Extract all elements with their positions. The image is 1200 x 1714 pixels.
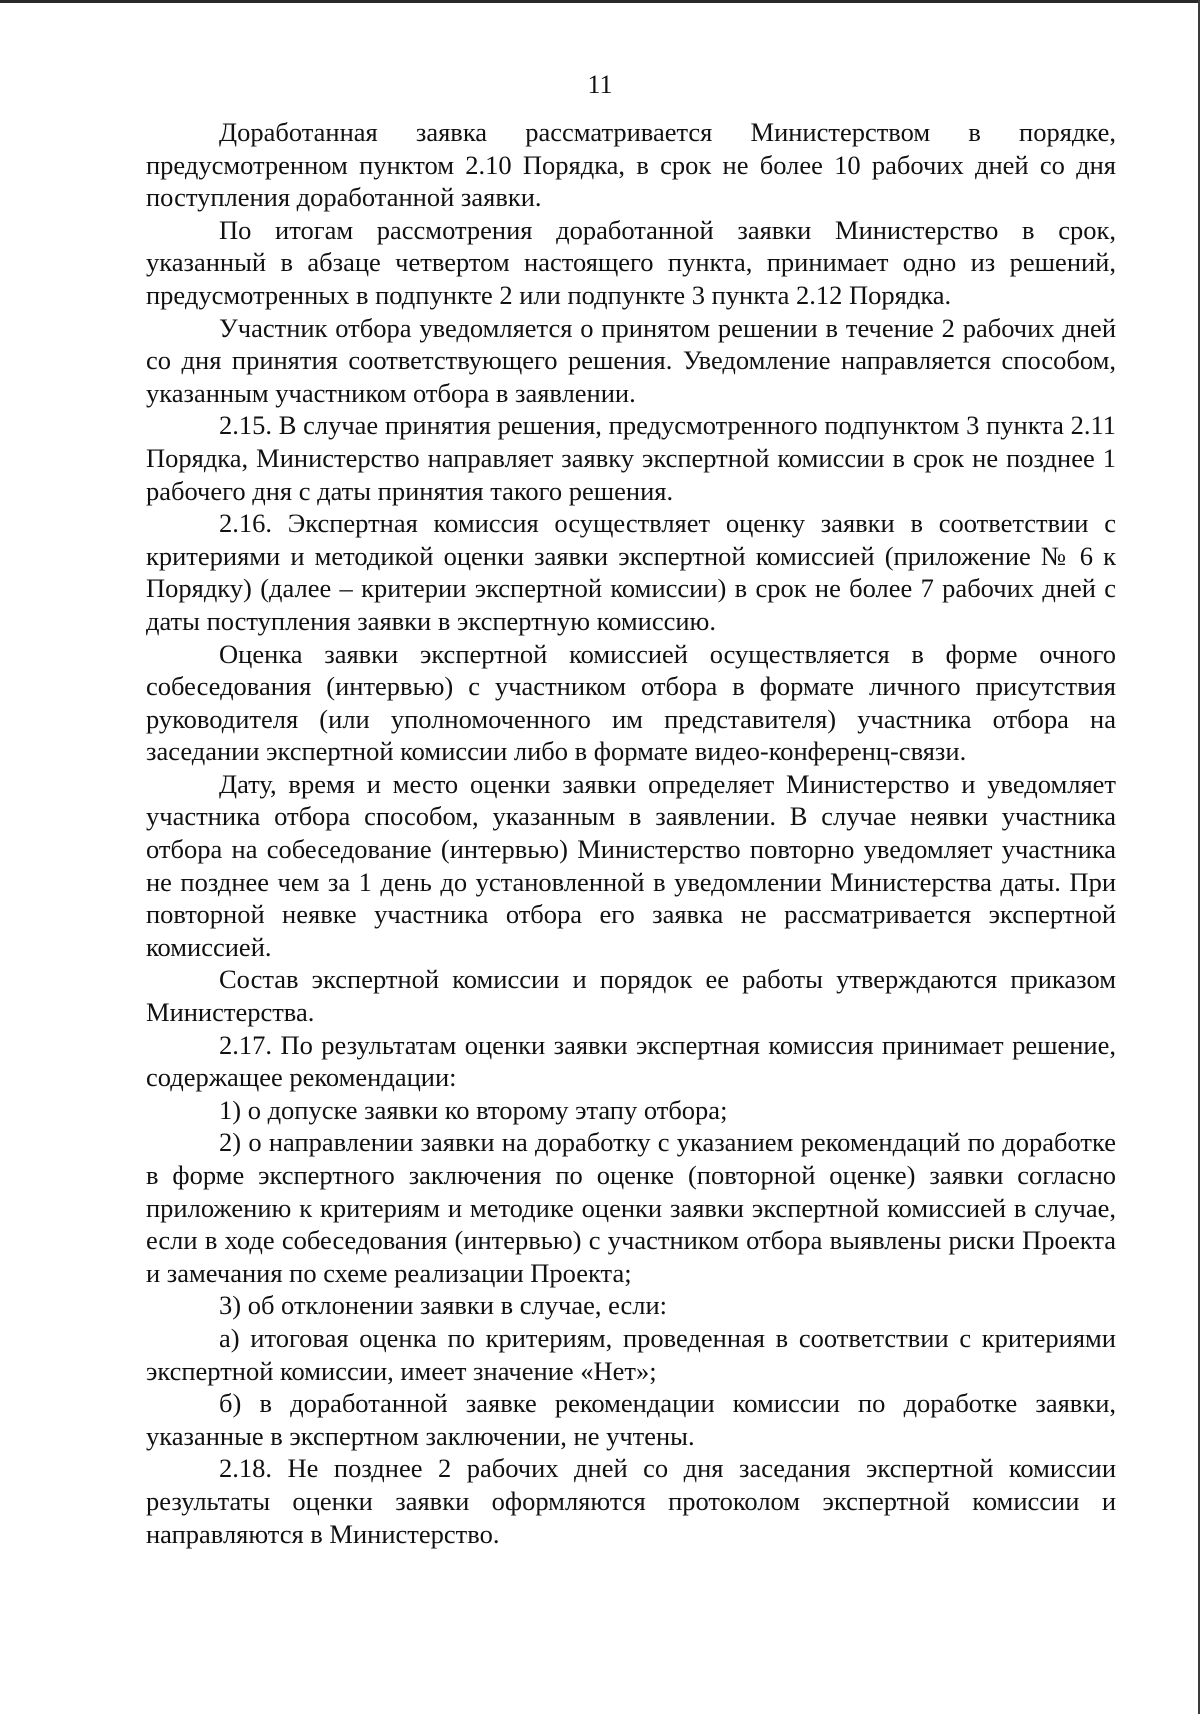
paragraph: Доработанная заявка рассматривается Министерством в порядке, предусмотренном пунктом 2.10 Порядка, в срок не более 10 рабочих дней со дня поступления доработанной заявки. [146, 117, 1116, 213]
paragraph: Участник отбора уведомляется о принятом решении в течение 2 рабочих дней со дня принятия соответствующего решения. Уведомление направляется способом, указанным участником отбора в заявлении. [146, 312, 1116, 408]
paragraph: Оценка заявки экспертной комиссией осуществляется в форме очного собеседования (интервью) с участником отбора в формате личного присутствия руководителя (или уполномоченного им представителя) участника отбора на заседании экспертной комиссии либо в формате видео-конференц-связи. [146, 638, 1116, 767]
paragraph: 2.16. Экспертная комиссия осуществляет оценку заявки в соответствии с критериями и методикой оценки заявки экспертной комиссией (приложение № 6 к Порядку) (далее – критерии экспертной комиссии) в срок не более 7 рабочих дней с даты поступления заявки в экспертную комиссию. [146, 508, 1116, 636]
list-item: 2) о направлении заявки на доработку с указанием рекомендаций по доработке в форме экспертного заключения по оценке (повторной оценке) заявки согласно приложению к критериям и методике оценки заявки экспертной комиссией в случае, если в ходе собеседования (интервью) с участником отбора выявлены риски Проекта и замечания по схеме реализации Проекта; [146, 1127, 1116, 1288]
document-body [146, 116, 1116, 1550]
paragraph: 2.17. По результатам оценки заявки экспертная комиссия принимает решение, содержащее рекомендации: [146, 1029, 1116, 1093]
paragraph: 2.18. Не позднее 2 рабочих дней со дня заседания экспертной комиссии результаты оценки заявки оформляются протоколом экспертной комиссии и направляются в Министерство. [146, 1453, 1116, 1549]
list-item: 3) об отклонении заявки в случае, если: [219, 1290, 668, 1321]
list-item: 1) о допуске заявки ко второму этапу отбора; [219, 1094, 728, 1125]
list-item: а) итоговая оценка по критериям, проведенная в соответствии с критериями экспертной комиссии, имеет значение «Нет»; [146, 1322, 1116, 1386]
paragraph: 2.15. В случае принятия решения, предусмотренного подпунктом 3 пункта 2.11 Порядка, Министерство направляет заявку экспертной комиссии в срок не позднее 1 рабочего дня с даты принятия такого решения. [146, 410, 1116, 506]
paragraph: По итогам рассмотрения доработанной заявки Министерство в срок, указанный в абзаце четвертом настоящего пункта, принимает одно из решений, предусмотренных в подпункте 2 или подпункте 3 пункта 2.12 Порядка. [146, 214, 1116, 310]
paragraph: Дату, время и место оценки заявки определяет Министерство и уведомляет участника отбора способом, указанным в заявлении. В случае неявки участника отбора на собеседование (интервью) Министерство повторно уведомляет участника не позднее чем за 1 день до установленной в уведомлении Министерства даты. При повторной неявке участника отбора его заявка не рассматривается экспертной комиссией. [146, 768, 1116, 962]
list-item: б) в доработанной заявке рекомендации комиссии по доработке заявки, указанные в экспертном заключении, не учтены. [146, 1388, 1116, 1451]
scan-border-top [0, 0, 1200, 3]
paragraph: Состав экспертной комиссии и порядок ее работы утверждаются приказом Министерства. [146, 964, 1116, 1028]
page-number: 11 [587, 70, 613, 99]
